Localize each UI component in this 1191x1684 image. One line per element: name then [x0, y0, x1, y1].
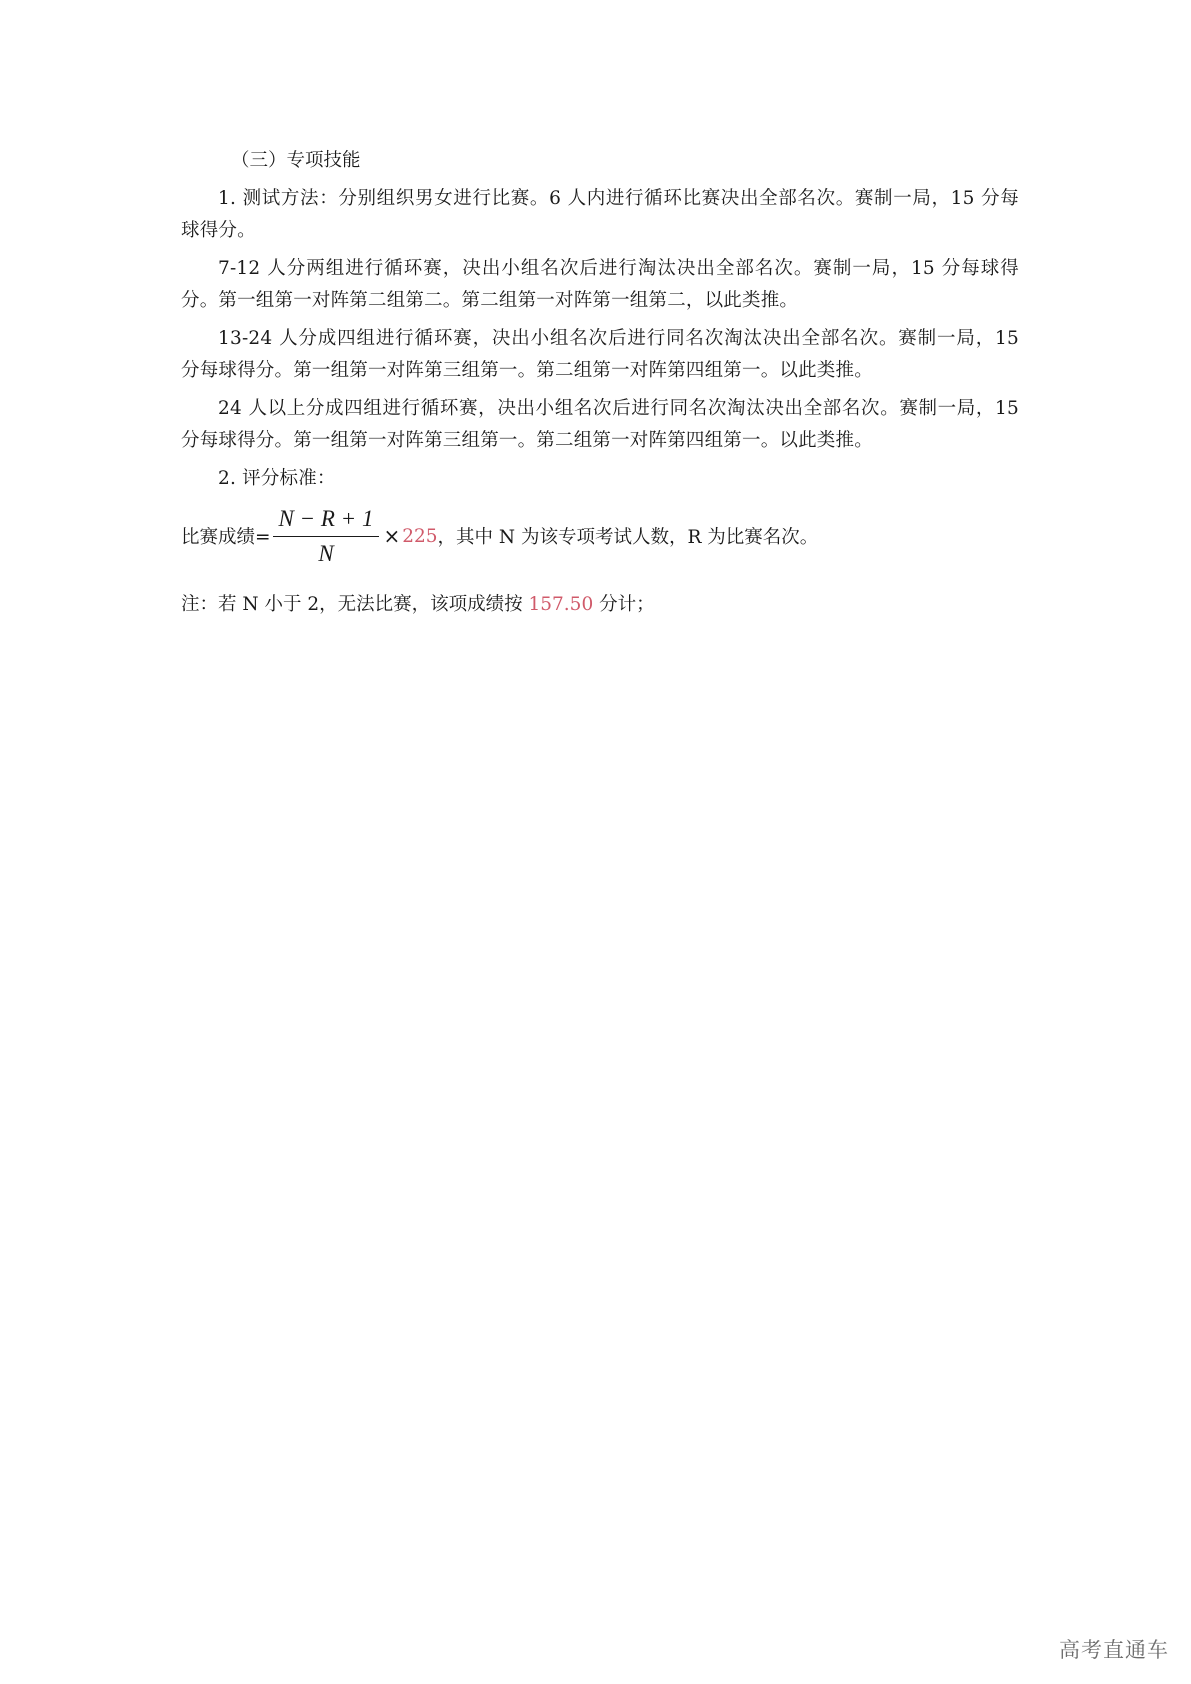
paragraph-scoring-standard: 2. 评分标准： — [218, 468, 336, 489]
formula-times-sign: × — [383, 524, 401, 548]
paragraph-13-24-players: 13-24 人分成四组进行循环赛，决出小组名次后进行同名次淘汰决出全部名次。赛制一局，15 分每球得分。第一组第一对阵第三组第一。第二组第一对阵第四组第一。以此类推。 — [181, 328, 1019, 381]
formula-numerator: N − R + 1 — [273, 506, 380, 537]
note-suffix: 分计； — [593, 594, 655, 615]
note-value: 157.50 — [528, 594, 594, 615]
watermark-logo-text: 高考直通车 — [1059, 1638, 1169, 1662]
paragraph-7-12-players: 7-12 人分两组进行循环赛，决出小组名次后进行淘汰决出全部名次。赛制一局，15 分每球得分。第一组第一对阵第二组第二。第二组第一对阵第一组第二，以此类推。 — [181, 258, 1019, 311]
formula-denominator: N — [318, 540, 334, 566]
paragraph-24-plus-players: 24 人以上分成四组进行循环赛，决出小组名次后进行同名次淘汰决出全部名次。赛制一局，15 分每球得分。第一组第一对阵第三组第一。第二组第一对阵第四组第一。以此类推。 — [181, 398, 1019, 451]
formula-fraction — [273, 506, 380, 567]
paragraph-test-method: 1. 测试方法：分别组织男女进行比赛。6 人内进行循环比赛决出全部名次。赛制一局，15 分每球得分。 — [181, 188, 1019, 241]
note-prefix: 注：若 N 小于 2，无法比赛，该项成绩按 — [181, 594, 529, 615]
score-formula — [181, 501, 1019, 571]
formula-description: ，其中 N 为该专项考试人数，R 为比赛名次。 — [437, 527, 819, 548]
section-heading: （三）专项技能 — [231, 150, 361, 171]
document-body — [181, 145, 1019, 621]
formula-multiplier: 225 — [402, 525, 438, 547]
formula-label: 比赛成绩= — [181, 527, 271, 548]
note-line — [181, 589, 1019, 621]
